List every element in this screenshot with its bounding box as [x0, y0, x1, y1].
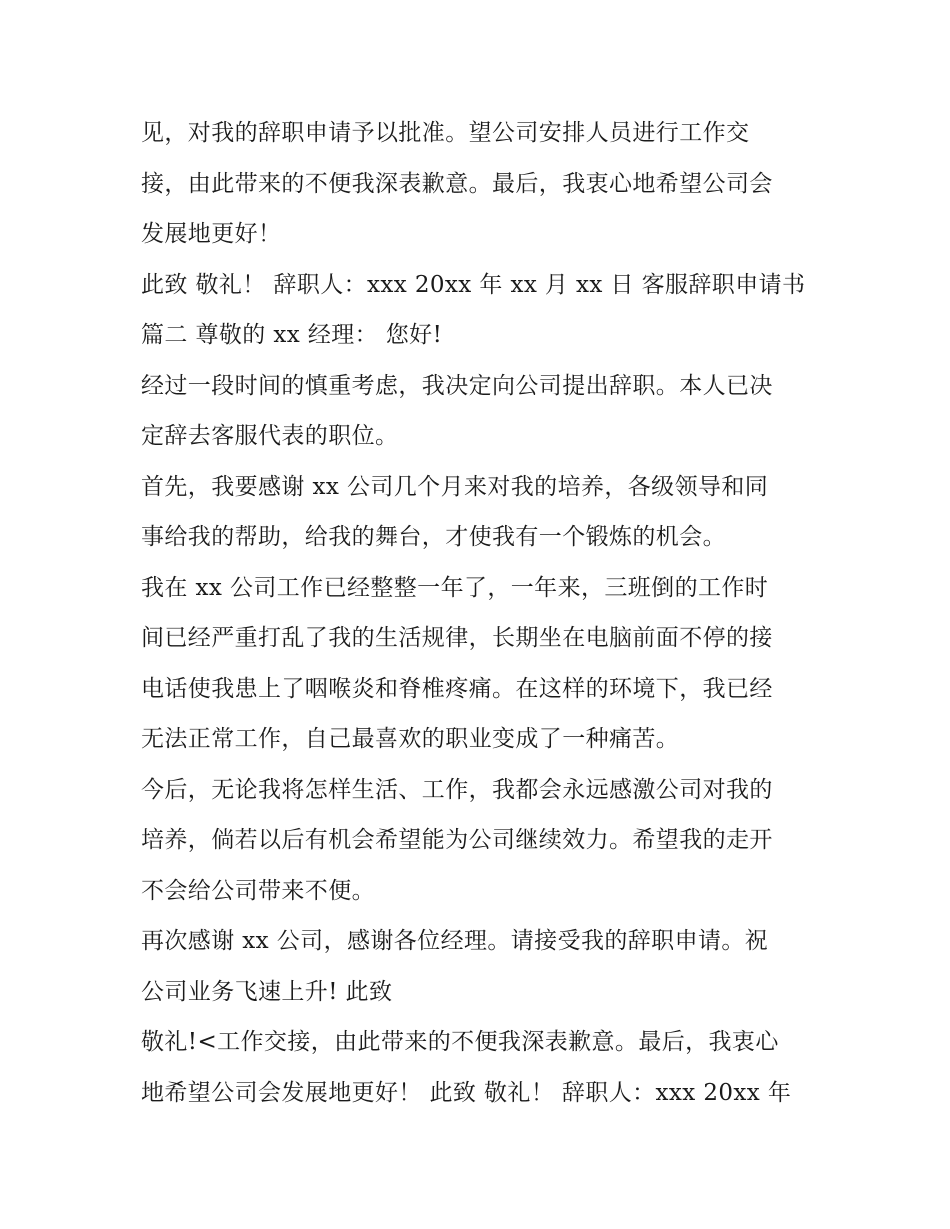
- document-body: [141, 108, 821, 1118]
- text-line: 我在 xx 公司工作已经整整一年了，一年来，三班倒的工作时: [141, 574, 769, 601]
- text-line: 篇二 尊敬的 xx 经理： 您好!: [141, 322, 443, 348]
- text-line: 今后，无论我将怎样生活、工作，我都会永远感激公司对我的: [141, 776, 773, 803]
- text-line: 不会给公司带来不便。: [141, 877, 375, 904]
- text-line: 公司业务飞速上升! 此致: [141, 978, 393, 1005]
- text-line: 电话使我患上了咽喉炎和脊椎疼痛。在这样的环境下，我已经: [141, 675, 773, 702]
- text-line: 经过一段时间的慎重考虑，我决定向公司提出辞职。本人已决: [141, 372, 773, 399]
- text-line: 无法正常工作，自己最喜欢的职业变成了一种痛苦。: [141, 726, 680, 752]
- text-line: 事给我的帮助，给我的舞台，才使我有一个锻炼的机会。: [141, 524, 726, 550]
- text-line: 敬礼!<工作交接，由此带来的不便我深表歉意。最后，我衷心: [141, 1029, 779, 1055]
- text-line: 培养，倘若以后有机会希望能为公司继续效力。希望我的走开: [141, 827, 773, 853]
- text-line: 发展地更好！: [141, 221, 282, 247]
- text-line: 再次感谢 xx 公司，感谢各位经理。请接受我的辞职申请。祝: [141, 928, 769, 954]
- text-line: 定辞去客服代表的职位。: [141, 423, 399, 449]
- text-line: 接，由此带来的不便我深表歉意。最后，我衷心地希望公司会: [141, 170, 773, 197]
- text-line: 此致 敬礼！ 辞职人：xxx 20xx 年 xx 月 xx 日 客服辞职申请书: [141, 271, 806, 298]
- text-line: 间已经严重打乱了我的生活规律，长期坐在电脑前面不停的接: [141, 625, 773, 651]
- text-line: 地希望公司会发展地更好！ 此致 敬礼！ 辞职人：xxx 20xx 年: [141, 1079, 792, 1106]
- text-line: 首先，我要感谢 xx 公司几个月来对我的培养，各级领导和同: [141, 473, 769, 500]
- text-line: 见，对我的辞职申请予以批准。望公司安排人员进行工作交: [141, 120, 750, 146]
